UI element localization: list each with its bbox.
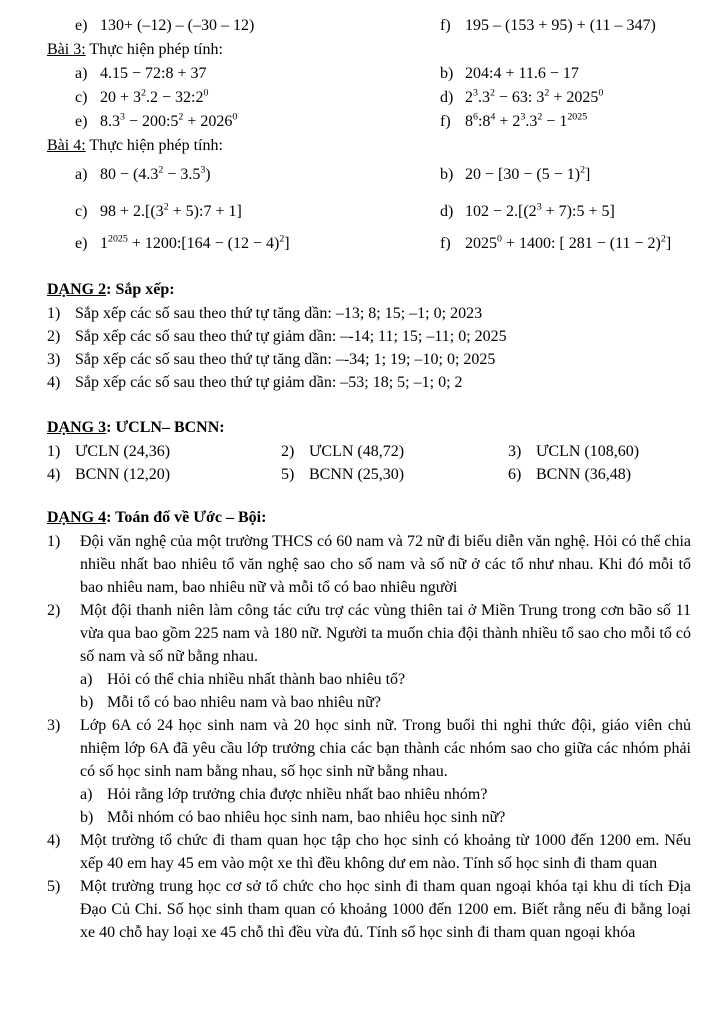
item-letter: e): [75, 17, 88, 34]
bai4-item-d: [440, 200, 691, 224]
math-expression: 195 – (153 + 95) + (11 – 347): [465, 17, 656, 34]
math-expression: 4.15 − 72:8 + 37: [100, 65, 207, 82]
dang4-item-3: [47, 714, 691, 783]
dang2-item-3: [47, 348, 691, 371]
item-text: Sắp xếp các số sau theo thứ tự giảm dần: –-14; 11; 15; –11; 0; 2025: [75, 328, 507, 345]
item-number: 3): [47, 351, 61, 368]
item-text: Sắp xếp các số sau theo thứ tự giảm dần: –53; 18; 5; –1; 0; 2: [75, 374, 463, 391]
item-letter: b): [440, 65, 454, 82]
dang4-title: : Toán đố về Ước – Bội:: [106, 509, 267, 526]
item-number: 1): [47, 443, 61, 460]
sub-letter: b): [80, 809, 94, 826]
dang4-item-5: [47, 875, 691, 944]
item-letter: d): [440, 89, 454, 106]
item-number: 4): [47, 466, 61, 483]
sub-text: Mỗi nhóm có bao nhiêu học sinh nam, bao nhiêu học sinh nữ?: [107, 809, 506, 826]
dang2-label: DẠNG 2: [47, 281, 107, 298]
bai3-item-f: [440, 110, 691, 134]
bai4-heading: [47, 134, 691, 158]
math-expression: $20 - [30 - (5 - 1)^2]$: [465, 164, 591, 183]
dang4-item-2: [47, 599, 691, 668]
bai3-title: Thực hiện phép tính:: [85, 41, 223, 58]
math-expression: $98 + 2.[(3^2$ + 5):7 + 1]: [100, 201, 242, 220]
bai3-item-a: [47, 62, 440, 86]
bai3-item-c: [47, 86, 440, 110]
item-number: 5): [281, 466, 295, 483]
dang3-item-2: [281, 440, 508, 463]
dang3-item-3: [508, 440, 691, 463]
item-number: 2): [47, 328, 61, 345]
math-expression: $1^{2025}$ + 1200:[164 − $(12 - 4)^2$]: [100, 233, 290, 252]
dang3-label: DẠNG 3: [47, 419, 107, 436]
item-number: 4): [47, 374, 61, 391]
item-text: ƯCLN (24,36): [75, 443, 171, 460]
math-expression: $8.3^3$ − $200:5^2 + 2026^0$: [100, 111, 238, 130]
bai4-item-a: [47, 163, 440, 187]
dang4-item-3-sub-a: [47, 783, 691, 806]
bai4-title: Thực hiện phép tính:: [85, 137, 223, 154]
math-expression: $20 + 3^2.2$ − $32:2^0$: [100, 87, 209, 106]
item-letter: e): [75, 235, 88, 252]
item-number: 5): [47, 878, 61, 895]
bai4-item-e: [47, 232, 440, 256]
item-text: ƯCLN (108,60): [536, 443, 640, 460]
exercise-item-f: [440, 14, 691, 38]
bai3-heading: [47, 38, 691, 62]
item-number: 1): [47, 533, 61, 550]
dang4-label: DẠNG 4: [47, 509, 107, 526]
dang3-item-5: [281, 463, 508, 486]
bai4-item-b: [440, 163, 691, 187]
dang2-item-4: [47, 371, 691, 394]
dang2-title: : Sắp xếp:: [106, 281, 175, 298]
sub-text: Hỏi rằng lớp trưởng chia được nhiều nhất bao nhiêu nhóm?: [107, 786, 488, 803]
dang2-item-1: [47, 302, 691, 325]
item-letter: c): [75, 203, 88, 220]
bai3-label: Bài 3:: [47, 41, 86, 58]
item-text: BCNN (25,30): [309, 466, 405, 483]
item-text: BCNN (36,48): [536, 466, 632, 483]
bai3-row-3: [47, 110, 691, 134]
item-text: BCNN (12,20): [75, 466, 171, 483]
item-text: Sắp xếp các số sau theo thứ tự tăng dần: –13; 8; 15; –1; 0; 2023: [75, 305, 483, 322]
dang3-item-1: [47, 440, 281, 463]
math-expression: $2^3.3^2 - 63$: $3^2 + 2025^0$: [465, 87, 604, 106]
math-expression: $80 - (4.3^2 - 3.5^3)$: [100, 164, 211, 183]
problem-text: Lớp 6A có 24 học sinh nam và 20 học sinh nữ. Trong buổi thi nghi thức đội, giáo viên chủ nhiệm lớp 6A đã yêu cầu lớp trưởng chia các bạn thành các nhóm sao cho giữa các nhóm phải có số học sinh nam bằng nhau, số học sinh nữ bằng nhau.: [80, 717, 691, 780]
bai3-item-d: [440, 86, 691, 110]
item-letter: b): [440, 166, 454, 183]
dang2-item-2: [47, 325, 691, 348]
bai4-row-1: [47, 163, 691, 187]
dang4-heading: [47, 506, 691, 530]
item-letter: d): [440, 203, 454, 220]
bai4-item-c: [47, 200, 440, 224]
exercise-row-top: [47, 14, 691, 38]
dang2-heading: [47, 278, 691, 302]
item-number: 2): [47, 602, 61, 619]
item-letter: a): [75, 65, 88, 82]
item-letter: f): [440, 17, 451, 34]
dang3-item-6: [508, 463, 691, 486]
dang3-heading: [47, 416, 691, 440]
dang3-row-2: [47, 463, 691, 486]
item-letter: c): [75, 89, 88, 106]
dang4-item-1: [47, 530, 691, 599]
exercise-item-e: [47, 14, 440, 38]
item-letter: a): [75, 166, 88, 183]
math-expression: 130+ (–12) – (–30 – 12): [100, 17, 255, 34]
item-number: 1): [47, 305, 61, 322]
math-expression: 204:4 + 11.6 − 17: [465, 65, 579, 82]
math-expression: $8^6:8^4 + 2^3.3^2 - 1^{2025}$: [465, 111, 588, 130]
bai4-row-3: [47, 232, 691, 256]
item-number: 3): [508, 443, 522, 460]
item-number: 6): [508, 466, 522, 483]
dang4-item-3-sub-b: [47, 806, 691, 829]
bai3-item-e: [47, 110, 440, 134]
sub-letter: a): [80, 671, 93, 688]
bai4-item-f: [440, 232, 691, 256]
item-number: 4): [47, 832, 61, 849]
item-text: Sắp xếp các số sau theo thứ tự tăng dần: –-34; 1; 19; –10; 0; 2025: [75, 351, 496, 368]
problem-text: Một trường tổ chức đi tham quan học tập cho học sinh có khoảng từ 1000 đến 1200 em. Nếu xếp 40 em hay 45 em vào một xe thì đều không dư em nào. Tính số học sinh đi tham quan: [80, 832, 691, 872]
bai4-label: Bài 4:: [47, 137, 86, 154]
math-expression: $102 - 2.[(2^3$ + 7):5 + 5]: [465, 201, 615, 220]
item-number: 3): [47, 717, 61, 734]
dang3-row-1: [47, 440, 691, 463]
sub-letter: b): [80, 694, 94, 711]
dang3-item-4: [47, 463, 281, 486]
item-letter: e): [75, 113, 88, 130]
bai3-row-2: [47, 86, 691, 110]
bai3-item-b: [440, 62, 691, 86]
problem-text: Một trường trung học cơ sở tổ chức cho học sinh đi tham quan ngoại khóa tại khu di tích Địa Đạo Củ Chi. Số học sinh tham quan có khoảng 1000 đến 1200 em. Biết rằng nếu đi bằng loại xe 40 chỗ hay loại xe 45 chỗ thì đều vừa đủ. Tính số học sinh đi tham quan ngoại khóa: [80, 878, 691, 941]
problem-text: Một đội thanh niên làm công tác cứu trợ các vùng thiên tai ở Miền Trung trong cơn bão số 11 vừa qua bao gồm 225 nam và 180 nữ. Người ta muốn chia đội thành nhiều tổ sao cho mỗi tổ có số nam và số nữ bằng nhau.: [80, 602, 691, 665]
sub-text: Mỗi tổ có bao nhiêu nam và bao nhiêu nữ?: [107, 694, 381, 711]
dang4-item-2-sub-a: [47, 668, 691, 691]
sub-text: Hỏi có thể chia nhiều nhất thành bao nhiêu tổ?: [107, 671, 406, 688]
math-expression: $2025^0 + 1400$: [ $281 - (11 - 2)^2$]: [465, 233, 672, 252]
item-letter: f): [440, 235, 451, 252]
bai3-row-1: [47, 62, 691, 86]
dang4-item-4: [47, 829, 691, 875]
dang3-title: : ƯCLN– BCNN:: [106, 419, 225, 436]
problem-text: Đội văn nghệ của một trường THCS có 60 nam và 72 nữ đi biểu diễn văn nghệ. Hỏi có thể chia nhiều nhất bao nhiêu tổ văn nghệ sao cho số nam và số nữ ở các tổ như nhau. Khi đó mỗi tổ bao nhiêu nam, bao nhiêu nữ và mỗi tổ có bao nhiêu người: [80, 533, 691, 596]
item-text: ƯCLN (48,72): [309, 443, 405, 460]
dang4-item-2-sub-b: [47, 691, 691, 714]
sub-letter: a): [80, 786, 93, 803]
item-number: 2): [281, 443, 295, 460]
item-letter: f): [440, 113, 451, 130]
bai4-row-2: [47, 200, 691, 224]
